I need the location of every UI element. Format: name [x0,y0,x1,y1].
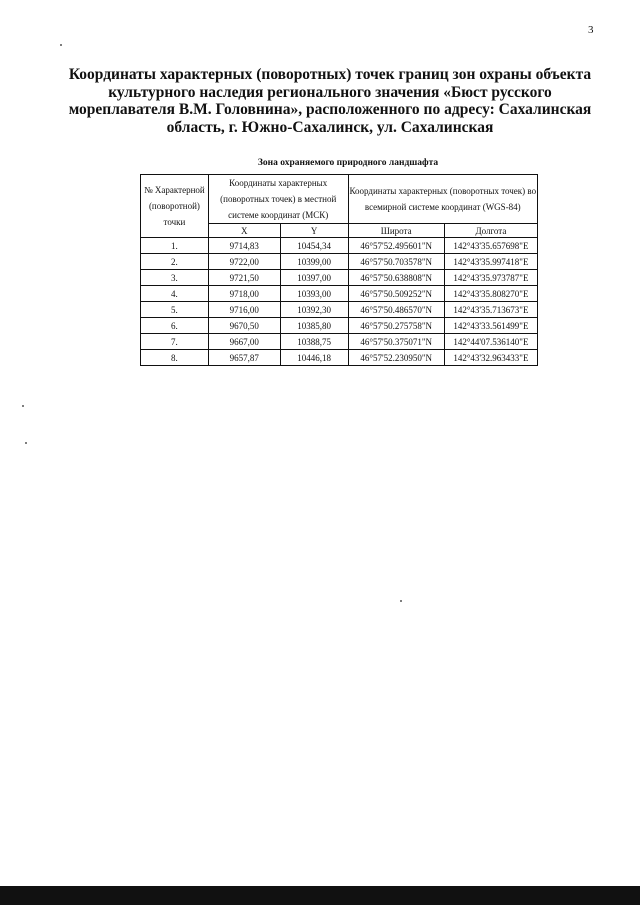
cell-x: 9714,83 [208,238,280,254]
cell-n: 4. [141,286,209,302]
table-header-row [141,175,538,224]
cell-n: 8. [141,350,209,366]
cell-n: 2. [141,254,209,270]
cell-y: 10388,75 [280,334,348,350]
cell-lat: 46°57'50.509252"N [348,286,444,302]
header-y: Y [280,224,348,238]
table-row [141,254,538,270]
cell-lat: 46°57'50.703578"N [348,254,444,270]
table-row [141,350,538,366]
table-row [141,334,538,350]
cell-y: 10446,18 [280,350,348,366]
cell-n: 3. [141,270,209,286]
cell-lon: 142°43'35.657698"E [444,238,537,254]
header-x: X [208,224,280,238]
scan-speck [25,442,27,444]
cell-lat: 46°57'52.495601"N [348,238,444,254]
cell-lat: 46°57'50.638808"N [348,270,444,286]
table-row [141,270,538,286]
cell-x: 9722,00 [208,254,280,270]
header-point-number: № Характерной (поворотной) точки [141,175,209,238]
coordinates-table [140,174,538,366]
page-number: 3 [588,24,594,36]
cell-lon: 142°44'07.536140"E [444,334,537,350]
scan-speck [400,600,402,602]
cell-y: 10385,80 [280,318,348,334]
cell-lat: 46°57'50.486570"N [348,302,444,318]
cell-y: 10399,00 [280,254,348,270]
header-longitude: Долгота [444,224,537,238]
table-row [141,302,538,318]
cell-n: 1. [141,238,209,254]
cell-x: 9667,00 [208,334,280,350]
cell-lon: 142°43'35.808270"E [444,286,537,302]
cell-x: 9718,00 [208,286,280,302]
cell-y: 10454,34 [280,238,348,254]
cell-x: 9657,87 [208,350,280,366]
header-local-coordinates: Координаты характерных (поворотных точек) в местной системе координат (МСК) [208,175,348,224]
table-row [141,286,538,302]
header-wgs-coordinates: Координаты характерных (поворотных точек) во всемирной системе координат (WGS-84) [348,175,537,224]
cell-y: 10397,00 [280,270,348,286]
scan-speck [60,44,62,46]
cell-lat: 46°57'50.375071"N [348,334,444,350]
cell-n: 7. [141,334,209,350]
cell-x: 9721,50 [208,270,280,286]
cell-lat: 46°57'52.230950"N [348,350,444,366]
cell-y: 10392,30 [280,302,348,318]
cell-lon: 142°43'35.997418"E [444,254,537,270]
cell-lat: 46°57'50.275758"N [348,318,444,334]
cell-y: 10393,00 [280,286,348,302]
cell-lon: 142°43'33.561499"E [444,318,537,334]
cell-n: 6. [141,318,209,334]
table-row [141,238,538,254]
cell-lon: 142°43'32.963433"E [444,350,537,366]
table-caption: Зона охраняемого природного ландшафта [257,158,439,168]
cell-x: 9716,00 [208,302,280,318]
cell-lon: 142°43'35.713673"E [444,302,537,318]
table-row [141,318,538,334]
cell-x: 9670,50 [208,318,280,334]
document-title: Координаты характерных (поворотных) точек границ зон охраны объекта культурного наследия регионального значения «Бюст русского мореплавателя В.М. Головнина», расположенного по адресу: Сахалинская область, г. Южно-Сахалинск, ул. Сахалинская [68,66,592,136]
scan-border [0,886,640,905]
header-latitude: Широта [348,224,444,238]
cell-lon: 142°43'35.973787"E [444,270,537,286]
cell-n: 5. [141,302,209,318]
scan-speck [22,405,24,407]
